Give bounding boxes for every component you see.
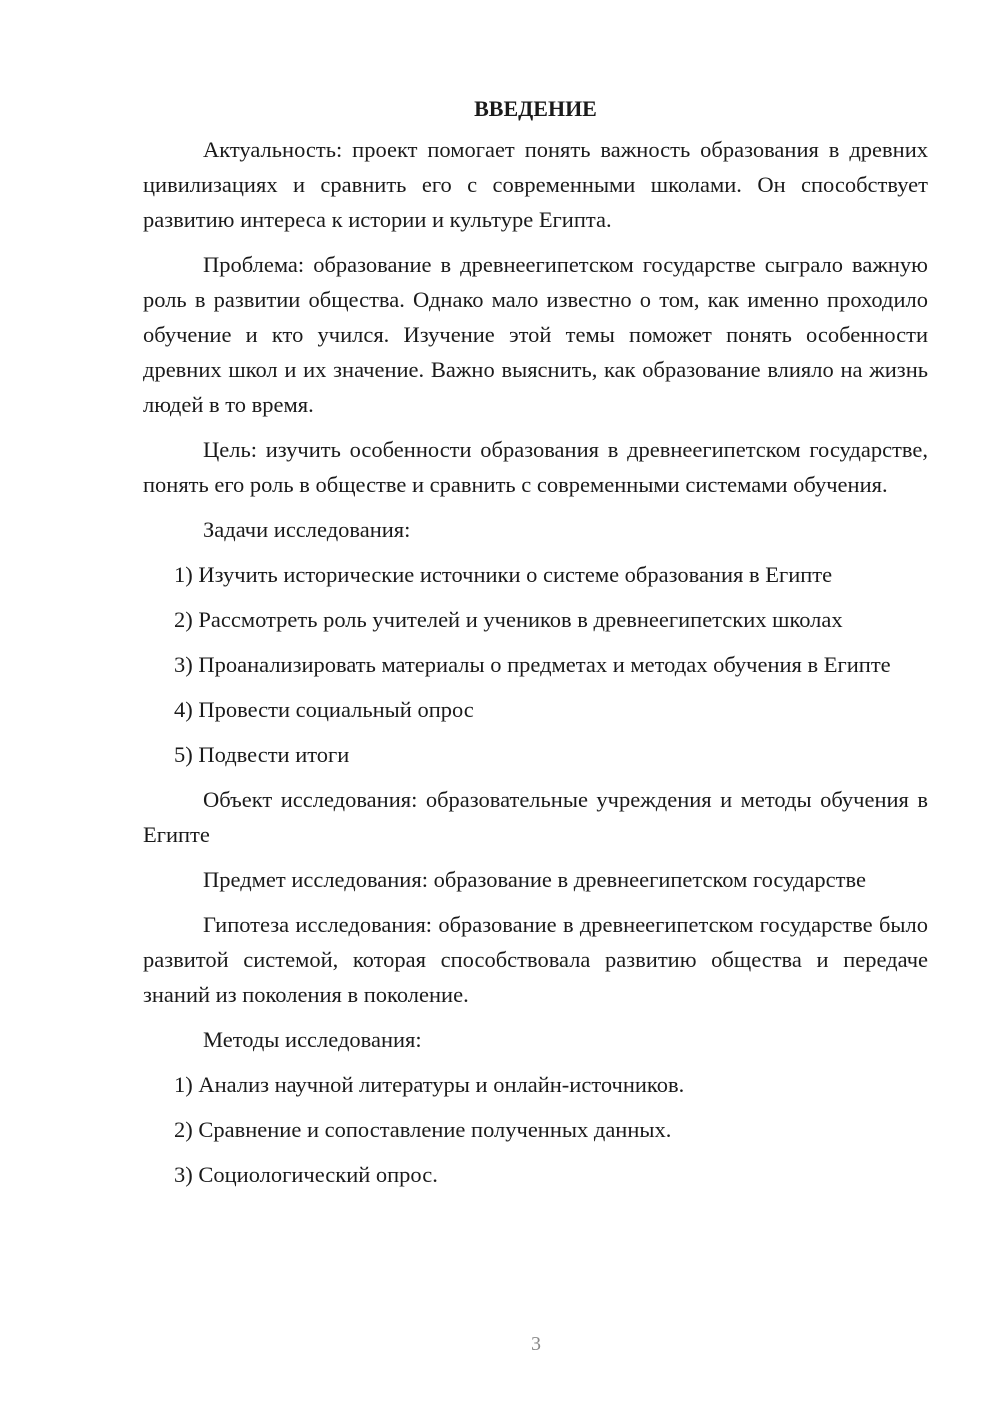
hypothesis-paragraph: Гипотеза исследования: образование в древнеегипетском государстве было развитой системой, которая способствовала развитию общества и передаче знаний из поколения в поколение. (143, 912, 928, 1007)
method-item-1: 1) Анализ научной литературы и онлайн-источников. (174, 1072, 685, 1097)
method-item-3: 3) Социологический опрос. (174, 1162, 438, 1187)
task-item-3: 3) Проанализировать материалы о предметах и методах обучения в Египте (174, 652, 891, 677)
goal-paragraph: Цель: изучить особенности образования в древнеегипетском государстве, понять его роль в обществе и сравнить с современными системами обучения. (143, 437, 928, 497)
subject-paragraph: Предмет исследования: образование в древнеегипетском государстве (203, 867, 866, 892)
tasks-heading: Задачи исследования: (203, 517, 411, 542)
task-item-5: 5) Подвести итоги (174, 742, 350, 767)
problem-paragraph: Проблема: образование в древнеегипетском государстве сыграло важную роль в развитии общества. Однако мало известно о том, как именно проходило обучение и кто учился. Изучение этой темы поможет понять особенности древних школ и их значение. Важно выяснить, как образование влияло на жизнь людей в то время. (143, 252, 928, 417)
methods-heading: Методы исследования: (203, 1027, 422, 1052)
task-item-2: 2) Рассмотреть роль учителей и учеников в древнеегипетских школах (174, 607, 843, 632)
document-page (143, 92, 928, 1202)
page-number: 3 (531, 1333, 541, 1355)
document-title: ВВЕДЕНИЕ (474, 96, 597, 121)
object-paragraph: Объект исследования: образовательные учреждения и методы обучения в Египте (143, 787, 928, 847)
task-item-1: 1) Изучить исторические источники о системе образования в Египте (174, 562, 833, 587)
relevance-paragraph: Актуальность: проект помогает понять важность образования в древних цивилизациях и сравнить его с современными школами. Он способствует развитию интереса к истории и культуре Египта. (143, 137, 928, 232)
task-item-4: 4) Провести социальный опрос (174, 697, 474, 722)
method-item-2: 2) Сравнение и сопоставление полученных данных. (174, 1117, 672, 1142)
